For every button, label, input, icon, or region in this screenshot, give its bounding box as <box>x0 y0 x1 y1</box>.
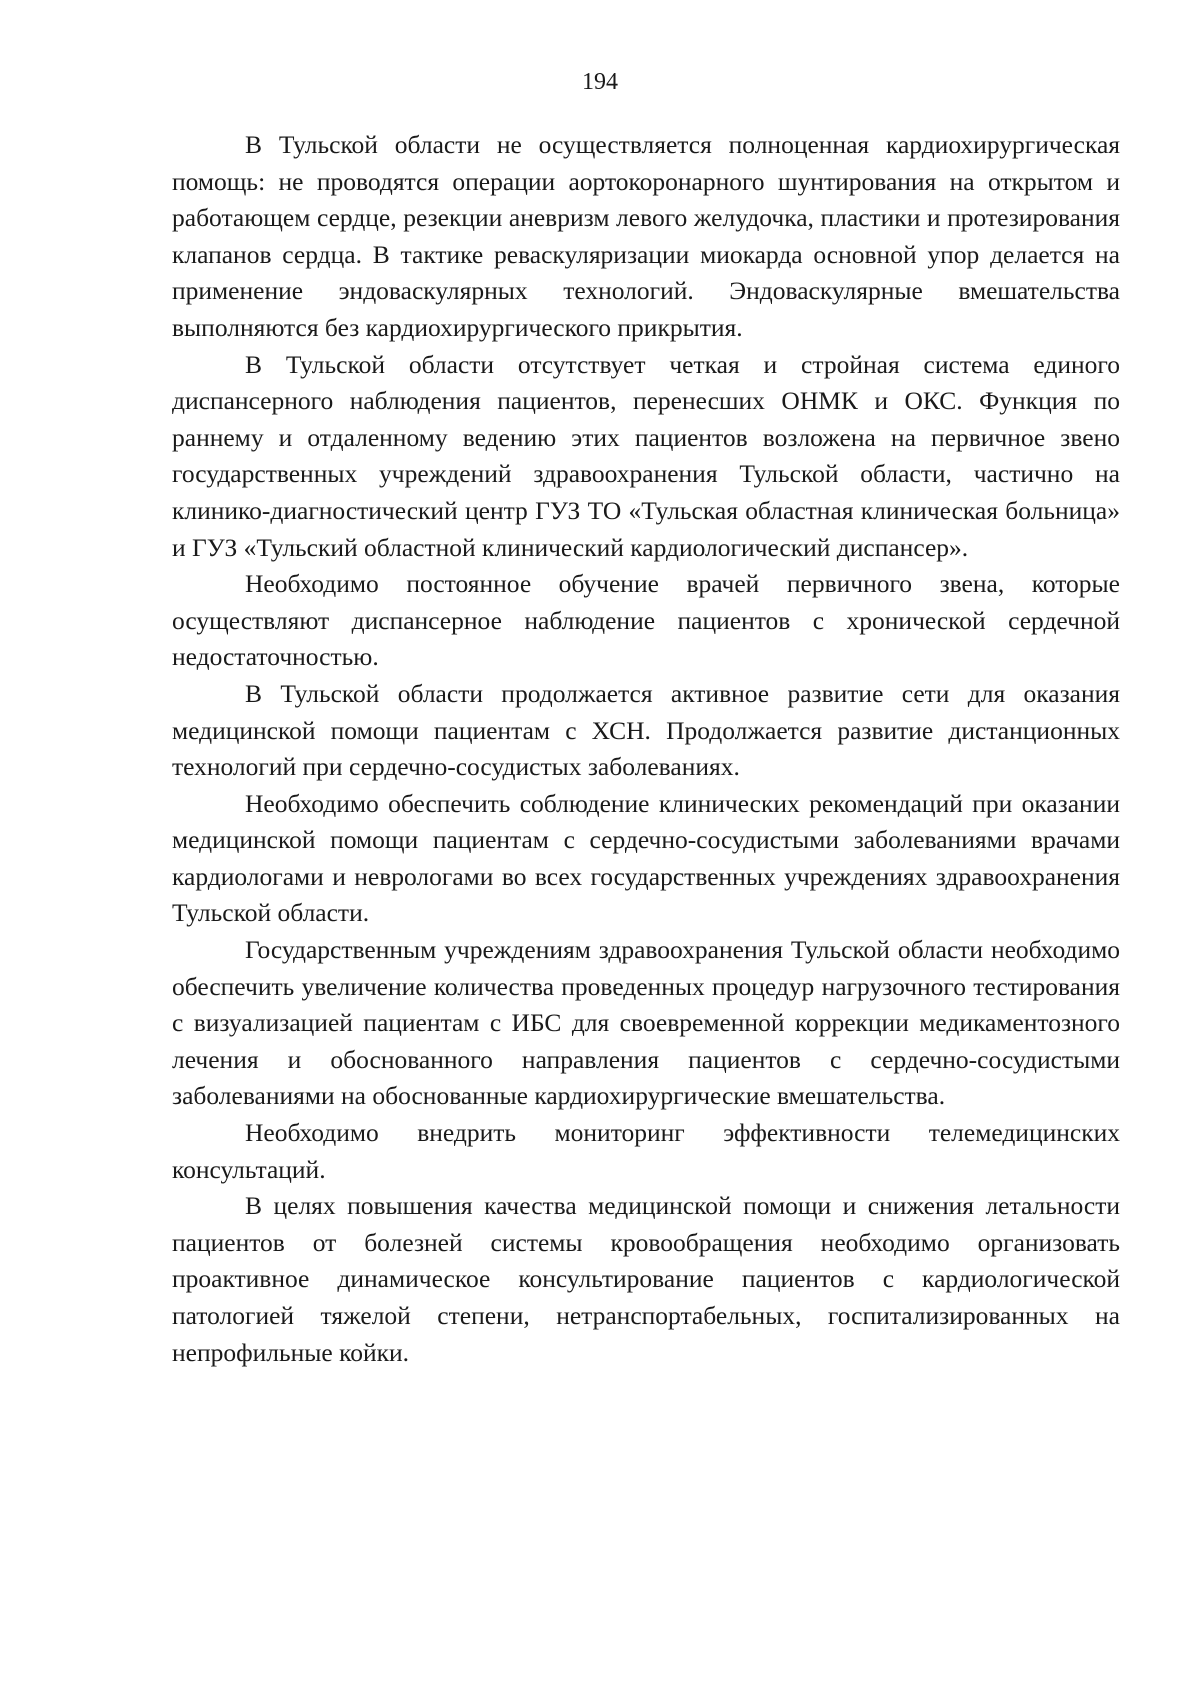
paragraph-telemedicine-monitoring: Необходимо внедрить мониторинг эффективности телемедицинских консультаций. <box>172 1118 1120 1184</box>
paragraph-chf-network: В Тульской области продолжается активное развитие сети для оказания медицинской помощи пациентам с ХСН. Продолжается развитие дистанционных технологий при сердечно-сосудистых заболеваниях. <box>172 678 1120 782</box>
paragraph-cardiosurgery: В Тульской области не осуществляется полноценная кардиохирургическая помощь: не проводятся операции аортокоронарного шунтирования на открытом и работающем сердце, резекции аневризм левого желудочка, пластики и протезирования клапанов сердца. В тактике реваскуляризации миокарда основной упор делается на применение эндоваскулярных технологий. Эндоваскулярные вмешательства выполняются без кардиохирургического прикрытия. <box>172 130 1120 342</box>
paragraph-stress-testing: Государственным учреждениям здравоохранения Тульской области необходимо обеспечить увеличение количества проведенных процедур нагрузочного тестирования с визуализацией пациентам с ИБС для своевременной коррекции медикаментозного лечения и обоснованного направления пациентов с сердечно-сосудистыми заболеваниями на обоснованные кардиохирургические вмешательства. <box>172 935 1120 1111</box>
paragraph-clinical-guidelines: Необходимо обеспечить соблюдение клинических рекомендаций при оказании медицинской помощи пациентам с сердечно-сосудистыми заболеваниями врачами кардиологами и неврологами во всех государственных учреждениях здравоохранения Тульской области. <box>172 788 1120 928</box>
paragraph-proactive-consulting: В целях повышения качества медицинской помощи и снижения летальности пациентов от болезней системы кровообращения необходимо организовать проактивное динамическое консультирование пациентов с кардиологической патологией тяжелой степени, нетранспортабельных, госпитализированных на непрофильные койки. <box>172 1191 1120 1367</box>
paragraph-physician-training: Необходимо постоянное обучение врачей первичного звена, которые осуществляют диспансерное наблюдение пациентов с хронической сердечной недостаточностью. <box>172 569 1120 672</box>
document-body <box>172 127 1120 1371</box>
paragraph-dispensary-observation: В Тульской области отсутствует четкая и стройная система единого диспансерного наблюдения пациентов, перенесших ОНМК и ОКС. Функция по раннему и отдаленному ведению этих пациентов возложена на первичное звено государственных учреждений здравоохранения Тульской области, частично на клинико-диагностический центр ГУЗ ТО «Тульская областная клиническая больница» и ГУЗ «Тульский областной клинический кардиологический диспансер». <box>172 349 1120 562</box>
page-number: 194 <box>582 69 618 95</box>
